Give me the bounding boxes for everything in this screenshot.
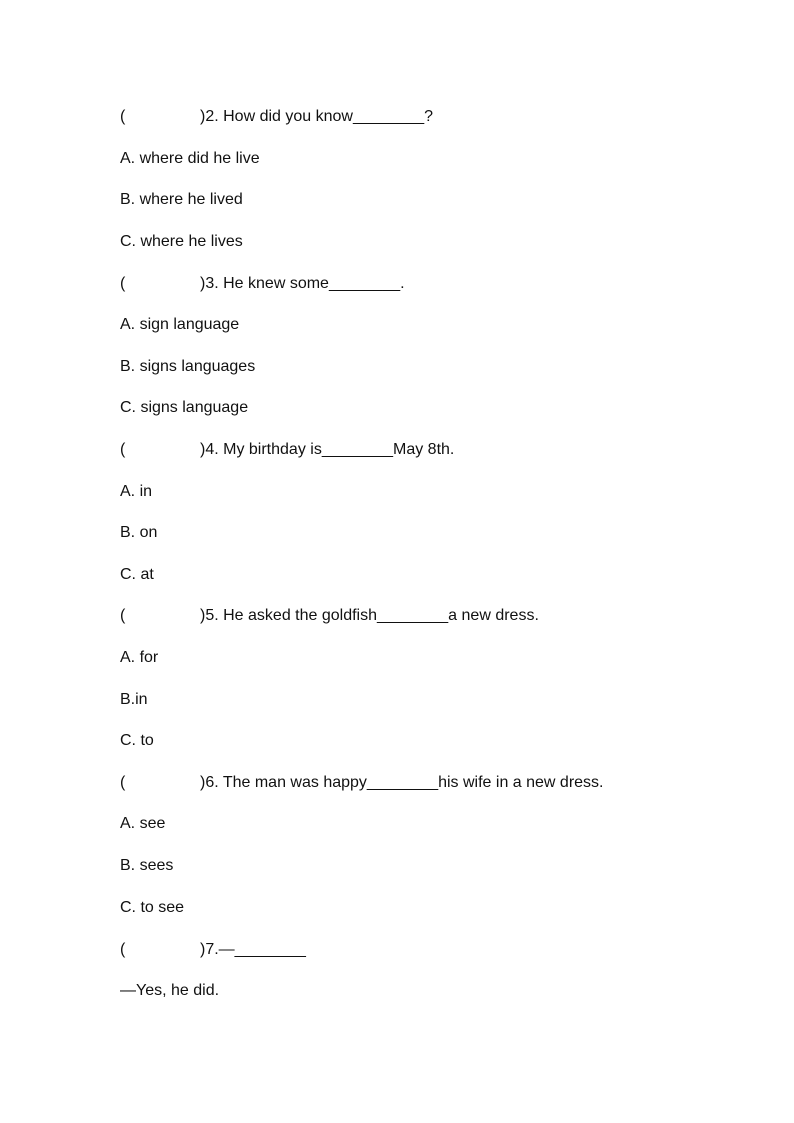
question-6-option-b: B. sees xyxy=(120,857,174,874)
question-4-option-a: A. in xyxy=(120,483,153,500)
question-3-stem xyxy=(120,274,405,294)
question-6-option-a: A. see xyxy=(120,815,166,832)
question-5-option-b: B.in xyxy=(120,691,148,708)
question-text: )6. The man was happy________his wife in a new dress. xyxy=(200,774,604,791)
question-3-option-b: B. signs languages xyxy=(120,358,256,375)
answer-paren: ( xyxy=(120,941,126,958)
question-4-stem xyxy=(120,440,454,460)
question-7-stem xyxy=(120,940,306,960)
question-5-option-c: C. to xyxy=(120,732,154,749)
question-text: )2. How did you know________? xyxy=(200,108,434,125)
answer-paren: ( xyxy=(120,774,126,791)
answer-paren: ( xyxy=(120,108,126,125)
question-text: )4. My birthday is________May 8th. xyxy=(200,441,455,458)
question-2-option-b: B. where he lived xyxy=(120,191,243,208)
question-4-option-c: C. at xyxy=(120,566,154,583)
question-5-stem xyxy=(120,606,539,626)
question-2-stem xyxy=(120,107,433,127)
question-2-option-a: A. where did he live xyxy=(120,150,260,167)
question-text: )5. He asked the goldfish________a new dress. xyxy=(200,607,539,624)
question-3-option-c: C. signs language xyxy=(120,399,249,416)
question-6-stem xyxy=(120,773,604,793)
answer-paren: ( xyxy=(120,275,126,292)
question-6-option-c: C. to see xyxy=(120,899,185,916)
question-3-option-a: A. sign language xyxy=(120,316,240,333)
question-text: )3. He knew some________. xyxy=(200,275,405,292)
answer-paren: ( xyxy=(120,441,126,458)
question-5-option-a: A. for xyxy=(120,649,159,666)
question-text: )7.—________ xyxy=(200,941,306,958)
question-7-response: —Yes, he did. xyxy=(120,982,220,999)
question-4-option-b: B. on xyxy=(120,524,158,541)
question-2-option-c: C. where he lives xyxy=(120,233,243,250)
answer-paren: ( xyxy=(120,607,126,624)
